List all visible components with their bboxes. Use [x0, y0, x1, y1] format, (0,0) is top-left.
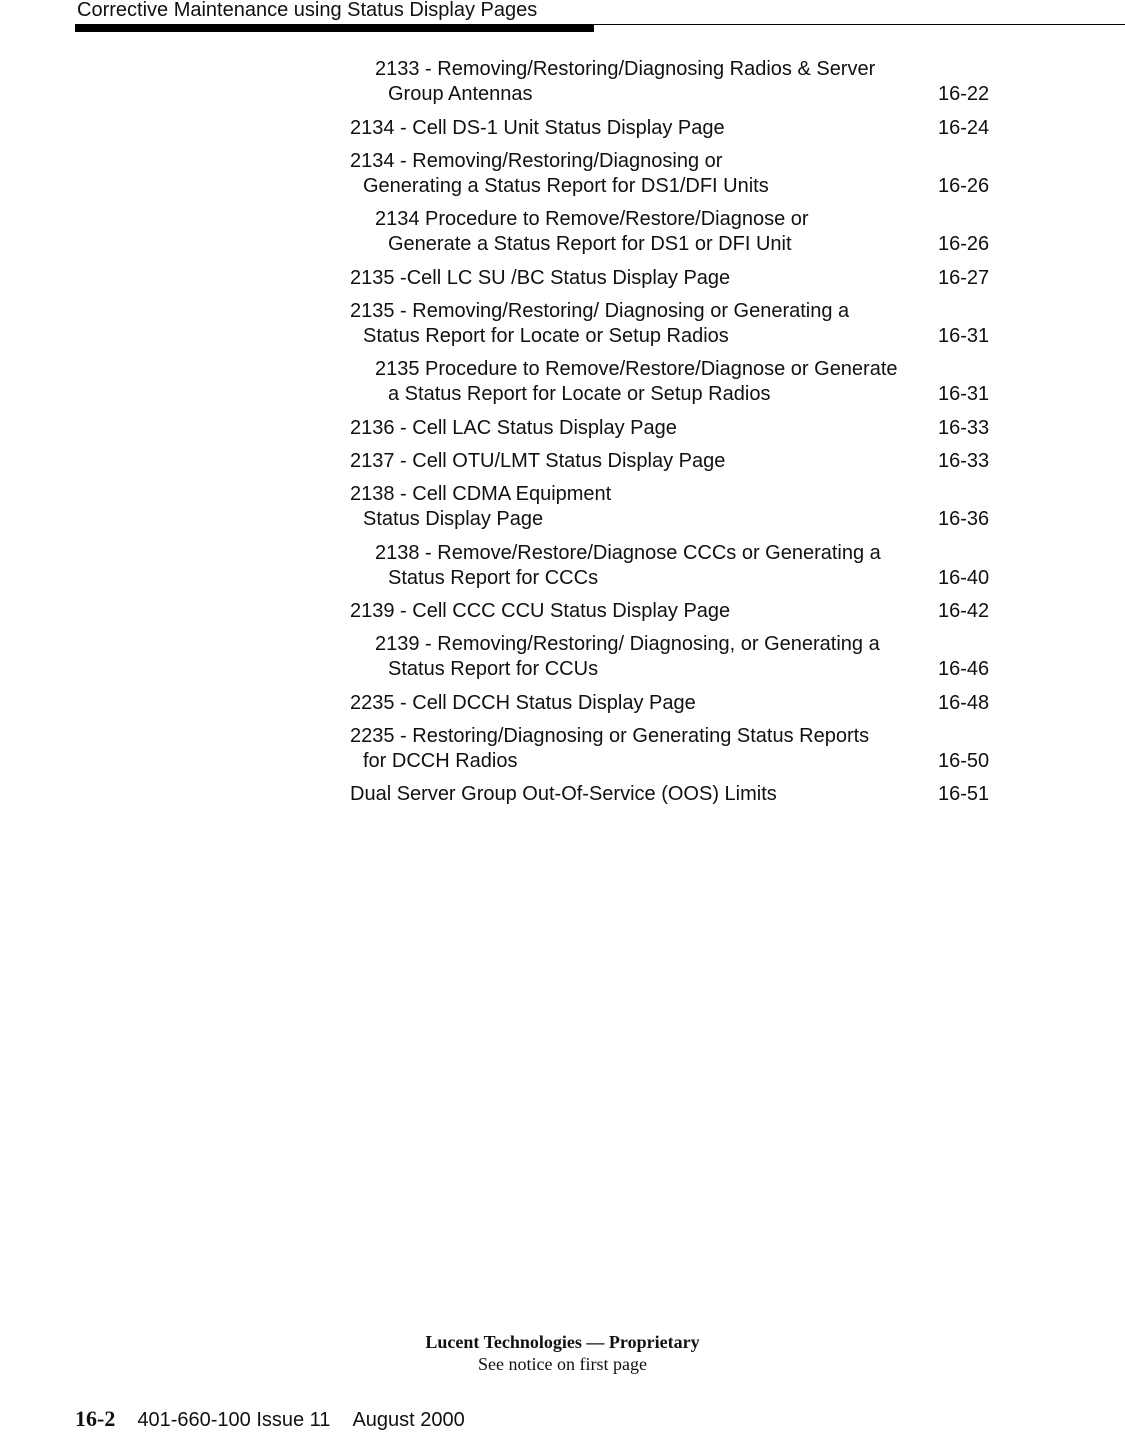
toc-entry-title: 2235 - Cell DCCH Status Display Page — [350, 692, 696, 714]
toc-page-number: 16-40 — [938, 567, 990, 589]
toc-entry-title: 2137 - Cell OTU/LMT Status Display Page — [350, 450, 726, 472]
toc-entry-title: Status Report for CCUs — [388, 658, 599, 680]
toc-entry-line — [0, 599, 1125, 624]
toc-entry-title: 2135 Procedure to Remove/Restore/Diagnose or Generate — [375, 358, 898, 380]
toc-entry-line — [0, 357, 1125, 382]
toc-entry-line — [0, 507, 1125, 532]
toc-entry[interactable] — [0, 541, 1125, 591]
toc-entry[interactable] — [0, 782, 1125, 807]
toc-entry[interactable] — [0, 299, 1125, 349]
toc-page-number: 16-51 — [938, 783, 990, 805]
toc-entry-line — [0, 116, 1125, 141]
toc-entry[interactable] — [0, 416, 1125, 441]
toc-page-number: 16-31 — [938, 325, 990, 347]
toc-entry-line — [0, 324, 1125, 349]
toc-entry-title: for DCCH Radios — [363, 750, 518, 772]
toc-entry-line — [0, 449, 1125, 474]
toc-entry-line — [0, 691, 1125, 716]
toc-entry-title: Generate a Status Report for DS1 or DFI Unit — [388, 233, 792, 255]
toc-entry-line — [0, 416, 1125, 441]
toc-page-number: 16-26 — [938, 175, 990, 197]
toc-entry-title: 2135 - Removing/Restoring/ Diagnosing or Generating a — [350, 300, 850, 322]
page-number: 16-2 — [75, 1406, 116, 1431]
toc-entry[interactable] — [0, 207, 1125, 257]
toc-entry-line — [0, 149, 1125, 174]
toc-page-number: 16-48 — [938, 692, 990, 714]
toc-entry-title: Group Antennas — [388, 83, 533, 105]
toc-entry-line — [0, 207, 1125, 232]
toc-page-number: 16-33 — [938, 417, 990, 439]
toc-entry-title: Dual Server Group Out-Of-Service (OOS) Limits — [350, 783, 777, 805]
toc-entry-line — [0, 82, 1125, 107]
toc-page-number: 16-31 — [938, 383, 990, 405]
toc-page-number: 16-36 — [938, 508, 990, 530]
toc-entry[interactable] — [0, 116, 1125, 141]
toc-entry-line — [0, 724, 1125, 749]
toc-entry-title: 2133 - Removing/Restoring/Diagnosing Radios & Server — [375, 58, 876, 80]
toc-page-number: 16-27 — [938, 267, 990, 289]
toc-entry-title: Status Report for Locate or Setup Radios — [363, 325, 729, 347]
toc-entry-title: 2135 -Cell LC SU /BC Status Display Page — [350, 267, 731, 289]
toc-entry-title: Status Report for CCCs — [388, 567, 599, 589]
toc-entry-title: 2235 - Restoring/Diagnosing or Generating Status Reports — [350, 725, 870, 747]
toc-entry-line — [0, 299, 1125, 324]
toc-entry-title: 2138 - Remove/Restore/Diagnose CCCs or Generating a — [375, 542, 881, 564]
toc-entry-title: Status Display Page — [363, 508, 544, 530]
toc-entry[interactable] — [0, 57, 1125, 107]
toc-page-number: 16-46 — [938, 658, 990, 680]
toc-entry-line — [0, 782, 1125, 807]
toc-page-number: 16-26 — [938, 233, 990, 255]
toc-page-number: 16-33 — [938, 450, 990, 472]
toc-page-number: 16-50 — [938, 750, 990, 772]
toc-page-number: 16-42 — [938, 600, 990, 622]
toc-entry[interactable] — [0, 724, 1125, 774]
toc-entry-title: 2139 - Cell CCC CCU Status Display Page — [350, 600, 731, 622]
toc-entry-title: a Status Report for Locate or Setup Radios — [388, 383, 771, 405]
toc-entry-title: 2134 - Cell DS-1 Unit Status Display Page — [350, 117, 725, 139]
toc-entry[interactable] — [0, 449, 1125, 474]
toc-entry-title: 2134 - Removing/Restoring/Diagnosing or — [350, 150, 723, 172]
toc-entry-title: 2139 - Removing/Restoring/ Diagnosing, or Generating a — [375, 633, 880, 655]
toc-entry[interactable] — [0, 266, 1125, 291]
toc-entry[interactable] — [0, 599, 1125, 624]
toc-entry[interactable] — [0, 691, 1125, 716]
footer-company: Lucent Technologies — Proprietary — [425, 1332, 700, 1352]
footer-line — [75, 1406, 465, 1433]
toc-entry[interactable] — [0, 482, 1125, 532]
header-bar — [75, 25, 594, 32]
toc-entry-line — [0, 749, 1125, 774]
toc-entry-line — [0, 382, 1125, 407]
toc-entry-title: 2136 - Cell LAC Status Display Page — [350, 417, 677, 439]
running-header-title: Corrective Maintenance using Status Display Pages — [77, 0, 538, 21]
document-issue: 401-660-100 Issue 11 — [137, 1409, 331, 1431]
toc-entry-line — [0, 541, 1125, 566]
toc-entry[interactable] — [0, 632, 1125, 682]
toc-entry-line — [0, 482, 1125, 507]
toc-entry-line — [0, 232, 1125, 257]
toc-entry-title: 2138 - Cell CDMA Equipment — [350, 483, 612, 505]
toc-entry-line — [0, 632, 1125, 657]
document-date: August 2000 — [352, 1409, 465, 1431]
toc-entry-line — [0, 657, 1125, 682]
toc-entry-line — [0, 566, 1125, 591]
toc-entry-line — [0, 57, 1125, 82]
toc-entry-line — [0, 266, 1125, 291]
toc-entry-title: 2134 Procedure to Remove/Restore/Diagnose or — [375, 208, 809, 230]
toc-entry[interactable] — [0, 149, 1125, 199]
footer-notice: See notice on first page — [478, 1354, 647, 1374]
toc-entry-line — [0, 174, 1125, 199]
toc-entry[interactable] — [0, 357, 1125, 407]
toc-page-number: 16-24 — [938, 117, 990, 139]
toc-entry-title: Generating a Status Report for DS1/DFI Units — [363, 175, 769, 197]
toc-page-number: 16-22 — [938, 83, 990, 105]
